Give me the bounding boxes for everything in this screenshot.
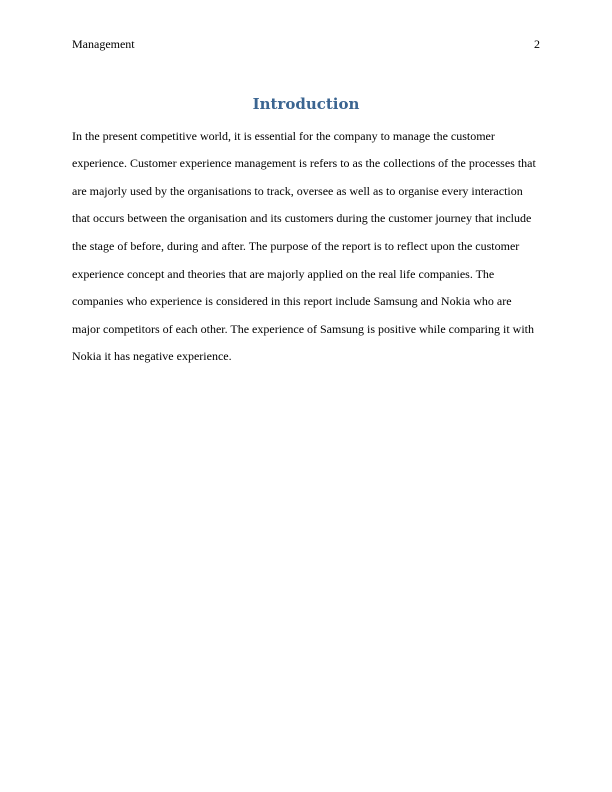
running-header-title: Management xyxy=(72,37,135,51)
paragraph-line: experience concept and theories that are majorly applied on the real life companies. The xyxy=(72,267,495,281)
paragraph-line: In the present competitive world, it is essential for the company to manage the customer xyxy=(72,129,495,143)
paragraph-line: companies who experience is considered in this report include Samsung and Nokia who are xyxy=(72,294,512,308)
paragraph-line: experience. Customer experience management is refers to as the collections of the processes that xyxy=(72,156,536,170)
paragraph-line: are majorly used by the organisations to track, oversee as well as to organise every interaction xyxy=(72,184,523,198)
section-heading: Introduction xyxy=(252,95,360,113)
paragraph-line: major competitors of each other. The experience of Samsung is positive while comparing it with xyxy=(72,322,534,336)
paragraph-line: the stage of before, during and after. The purpose of the report is to reflect upon the customer xyxy=(72,239,520,253)
paragraph-line: that occurs between the organisation and its customers during the customer journey that include xyxy=(72,211,532,225)
paragraph-line: Nokia it has negative experience. xyxy=(72,349,232,363)
page-number: 2 xyxy=(534,37,540,51)
